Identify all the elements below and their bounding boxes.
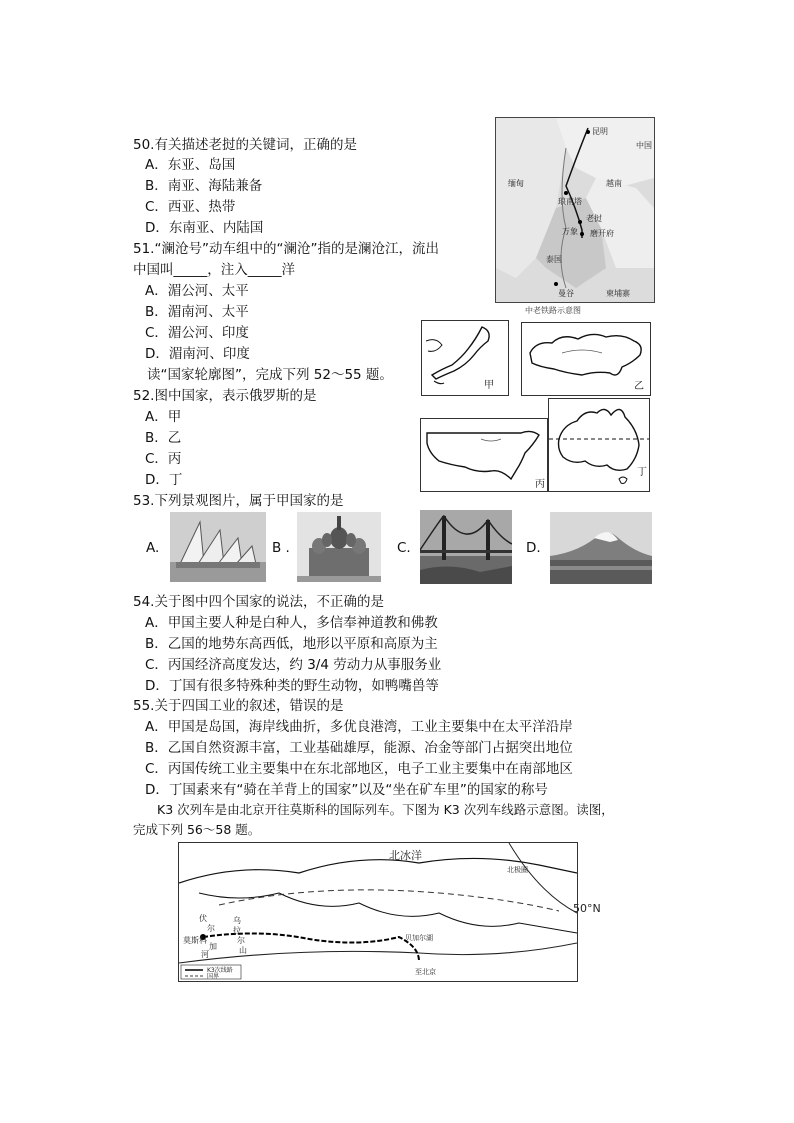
q53-stem: 53.下列景观图片，属于甲国家的是 <box>133 493 344 509</box>
q51-option-b: B．湄南河、太平 <box>145 304 249 320</box>
q54-option-b: B．乙国的地势东高西低，地形以平原和高原为主 <box>145 636 438 652</box>
map-label-kunming: 昆明 <box>592 127 608 136</box>
k3-label-volga-3: 加 <box>209 942 217 951</box>
q53-label-b: B . <box>272 540 290 556</box>
q55-option-c: C．丙国传统工业主要集中在东北部地区，电子工业主要集中在南部地区 <box>145 761 573 777</box>
q50-option-d: D．东南亚、内陆国 <box>145 220 264 236</box>
q51-stem-line1: 51.“澜沧号”动车组中的“澜沧”指的是澜沧江，流出 <box>133 241 439 257</box>
q53-label-d: D. <box>526 540 541 556</box>
q55-stem: 55.关于四国工业的叙述，错误的是 <box>133 698 344 714</box>
q52-option-a: A．甲 <box>145 409 182 425</box>
q55-option-d: D．丁国素来有“骑在羊背上的国家”以及“坐在矿车里”的国家的称号 <box>145 782 548 798</box>
outline-map-bing <box>420 418 548 492</box>
k3-label-volga-2: 尔 <box>207 924 215 933</box>
railway-map-caption: 中老铁路示意图 <box>525 306 581 315</box>
q52-stem: 52.图中国家，表示俄罗斯的是 <box>133 388 317 404</box>
q54-option-a: A．甲国主要人种是白种人，多信奉神道教和佛教 <box>145 615 438 631</box>
opera-house-photo <box>170 512 266 582</box>
q50-option-b: B．南亚、海陆兼备 <box>145 178 263 194</box>
map-label-luang-namtha: 琅南塔 <box>558 197 582 206</box>
mount-fuji-photo <box>550 512 652 584</box>
china-laos-railway-map <box>495 117 655 303</box>
q51-option-d: D．湄南河、印度 <box>145 346 250 362</box>
k3-label-ural-4: 山 <box>239 946 247 955</box>
k3-label-baikal: 贝加尔湖 <box>405 934 433 942</box>
k3-label-volga-1: 伏 <box>199 914 207 923</box>
outline-map-yi <box>521 322 651 396</box>
map-label-vietnam: 越南 <box>606 179 622 188</box>
outline-label-yi: 乙 <box>634 381 644 392</box>
outline-map-ding <box>548 398 650 492</box>
q52-option-b: B．乙 <box>145 430 182 446</box>
q54-option-d: D．丁国有很多特殊种类的野生动物，如鸭嘴兽等 <box>145 678 439 694</box>
q50-option-c: C．西亚、热带 <box>145 199 236 215</box>
cathedral-photo <box>297 512 381 582</box>
q53-label-a: A. <box>146 540 160 556</box>
q51-option-a: A．湄公河、太平 <box>145 283 249 299</box>
golden-gate-bridge-photo <box>420 510 512 584</box>
q52-55-intro: 读“国家轮廓图”，完成下列 52～55 题。 <box>147 367 393 383</box>
q54-stem: 54.关于图中四个国家的说法，不正确的是 <box>133 594 384 610</box>
k3-legend-border: 国界 <box>207 973 220 980</box>
outline-map-jia <box>421 320 509 396</box>
q56-58-intro-line2: 完成下列 56～58 题。 <box>133 822 261 837</box>
q51-stem-line2: 中国叫_____，注入_____洋 <box>133 262 295 278</box>
q50-option-a: A．东亚、岛国 <box>145 157 236 173</box>
k3-label-arctic-circle: 北极圈 <box>507 866 528 874</box>
map-label-vientiane: 万象 <box>562 227 578 236</box>
map-label-cambodia: 柬埔寨 <box>606 289 630 298</box>
map-label-laos: 老挝 <box>586 214 602 223</box>
k3-legend-route: K3次线路 <box>207 967 233 974</box>
outline-label-jia: 甲 <box>484 380 494 391</box>
q52-option-d: D．丁 <box>145 472 183 488</box>
map-label-myanmar: 缅甸 <box>508 179 524 188</box>
q55-option-a: A．甲国是岛国，海岸线曲折，多优良港湾，工业主要集中在太平洋沿岸 <box>145 719 573 735</box>
q56-58-intro-line1: K3 次列车是由北京开往莫斯科的国际列车。下图为 K3 次列车线路示意图。读图， <box>157 802 614 817</box>
map-label-thailand: 泰国 <box>546 255 562 264</box>
k3-label-50n: 50°N <box>573 902 601 915</box>
k3-label-ural-1: 乌 <box>233 916 241 925</box>
k3-label-moscow: 莫斯科 <box>183 936 207 945</box>
k3-label-volga-4: 河 <box>201 950 209 959</box>
k3-label-ural-3: 尔 <box>237 936 245 945</box>
outline-label-ding: 丁 <box>637 467 647 478</box>
map-label-bangkok: 曼谷 <box>558 289 574 298</box>
q51-option-c: C．湄公河、印度 <box>145 325 249 341</box>
outline-label-bing: 丙 <box>535 479 545 490</box>
q54-option-c: C．丙国经济高度发达，约 3/4 劳动力从事服务业 <box>145 657 442 673</box>
k3-label-ural-2: 拉 <box>233 926 241 935</box>
q55-option-b: B．乙国自然资源丰富，工业基础雄厚，能源、冶金等部门占据突出地位 <box>145 740 573 756</box>
k3-label-arctic-ocean: 北冰洋 <box>389 849 422 862</box>
map-label-china: 中国 <box>636 141 652 150</box>
q53-label-c: C. <box>397 540 411 556</box>
k3-route-map <box>178 842 578 982</box>
q50-stem: 50.有关描述老挝的关键词，正确的是 <box>133 137 357 153</box>
q52-option-c: C．丙 <box>145 451 182 467</box>
map-label-mo-khai: 磨开府 <box>590 229 614 238</box>
k3-label-to-beijing: 至北京 <box>415 968 436 976</box>
